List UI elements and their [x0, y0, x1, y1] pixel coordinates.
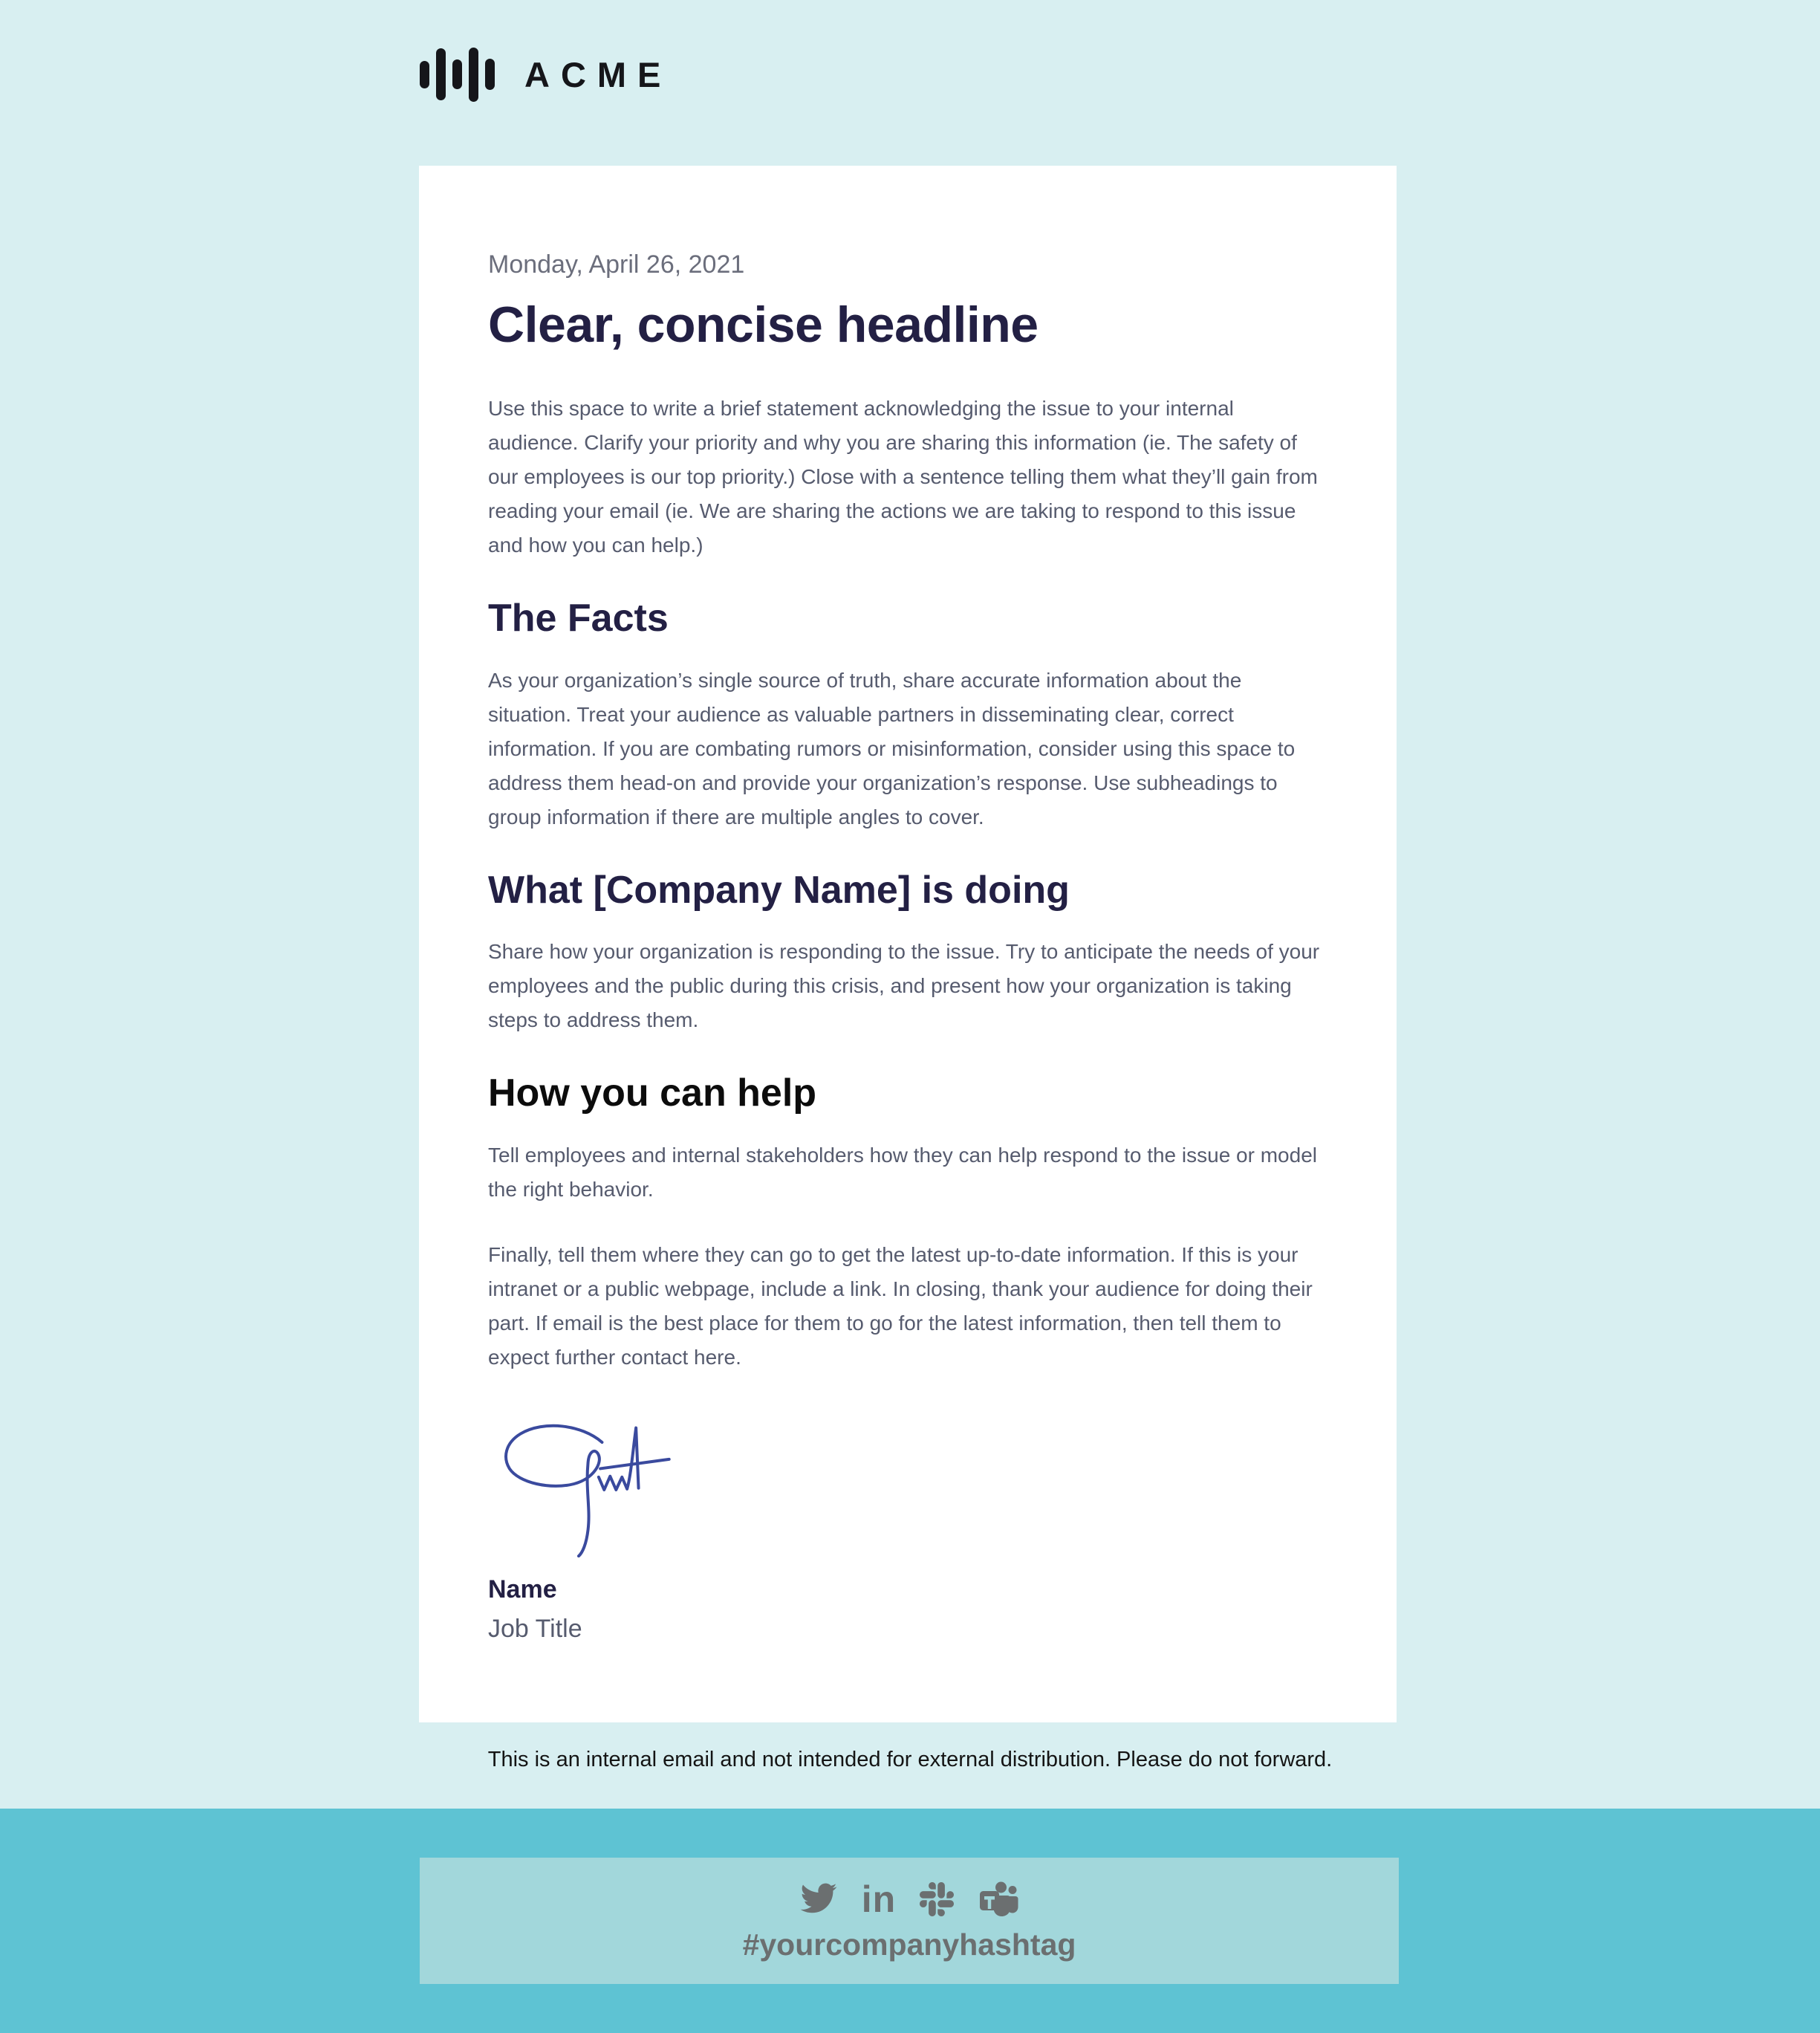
twitter-icon[interactable] — [799, 1883, 838, 1916]
company-hashtag[interactable]: #yourcompanyhashtag — [742, 1927, 1076, 1962]
footer-panel — [420, 1858, 1399, 1984]
linkedin-icon[interactable]: in — [861, 1878, 897, 1920]
section-body-company-doing: Share how your organization is responding to the issue. Try to anticipate the needs of your employees and the public during this crisis, and present how your organization is taking steps to address them. — [488, 940, 1320, 1032]
handwritten-signature-image — [493, 1416, 671, 1557]
social-links-row — [420, 1880, 1399, 1919]
section-heading-how-help: How you can help — [488, 1071, 817, 1115]
letter-intro: Use this space to write a brief statement acknowledging the issue to your internal audience. Clarify your priority and why you are sharing this information (ie. The safety of our employees is our top priority.) Close with a sentence telling them what they’ll gain from reading your email (ie. We are sharing the actions we are taking to respond to this issue and how you can help.) — [488, 396, 1318, 557]
brand-name: ACME — [524, 54, 672, 94]
signer-name: Name — [488, 1575, 557, 1604]
section-heading-company-doing: What [Company Name] is doing — [488, 868, 1070, 912]
section-body-closing: Finally, tell them where they can go to get the latest up-to-date information. If this is your intranet or a public webpage, include a link. In closing, thank your audience for doing their part. If email is the best place for them to go for the latest information, then tell them to expect further contact here. — [488, 1243, 1313, 1369]
teams-icon[interactable] — [978, 1880, 1019, 1919]
signer-job-title: Job Title — [488, 1615, 582, 1644]
internal-disclaimer: This is an internal email and not intended for external distribution. Please do not forward. — [487, 1748, 1333, 1771]
footer-band — [0, 1809, 1820, 2033]
letter-headline: Clear, concise headline — [488, 296, 1039, 353]
letter-date: Monday, April 26, 2021 — [488, 250, 745, 279]
section-heading-the-facts: The Facts — [488, 596, 669, 640]
slack-icon[interactable] — [920, 1882, 954, 1916]
section-body-the-facts: As your organization’s single source of truth, share accurate information about the situation. Treat your audience as valuable partners in disseminating clear, correct information. If you are combating rumors or misinformation, consider using this space to address them head-on and provide your organization’s response. Use subheadings to group information if there are multiple angles to cover. — [488, 668, 1296, 829]
signature-block — [488, 1416, 1327, 1644]
brand-logo — [420, 46, 672, 103]
section-body-how-help: Tell employees and internal stakeholders how they can help respond to the issue or model the right behavior. — [488, 1144, 1317, 1202]
waveform-bars-icon — [420, 46, 495, 103]
letter-card — [419, 166, 1397, 1722]
